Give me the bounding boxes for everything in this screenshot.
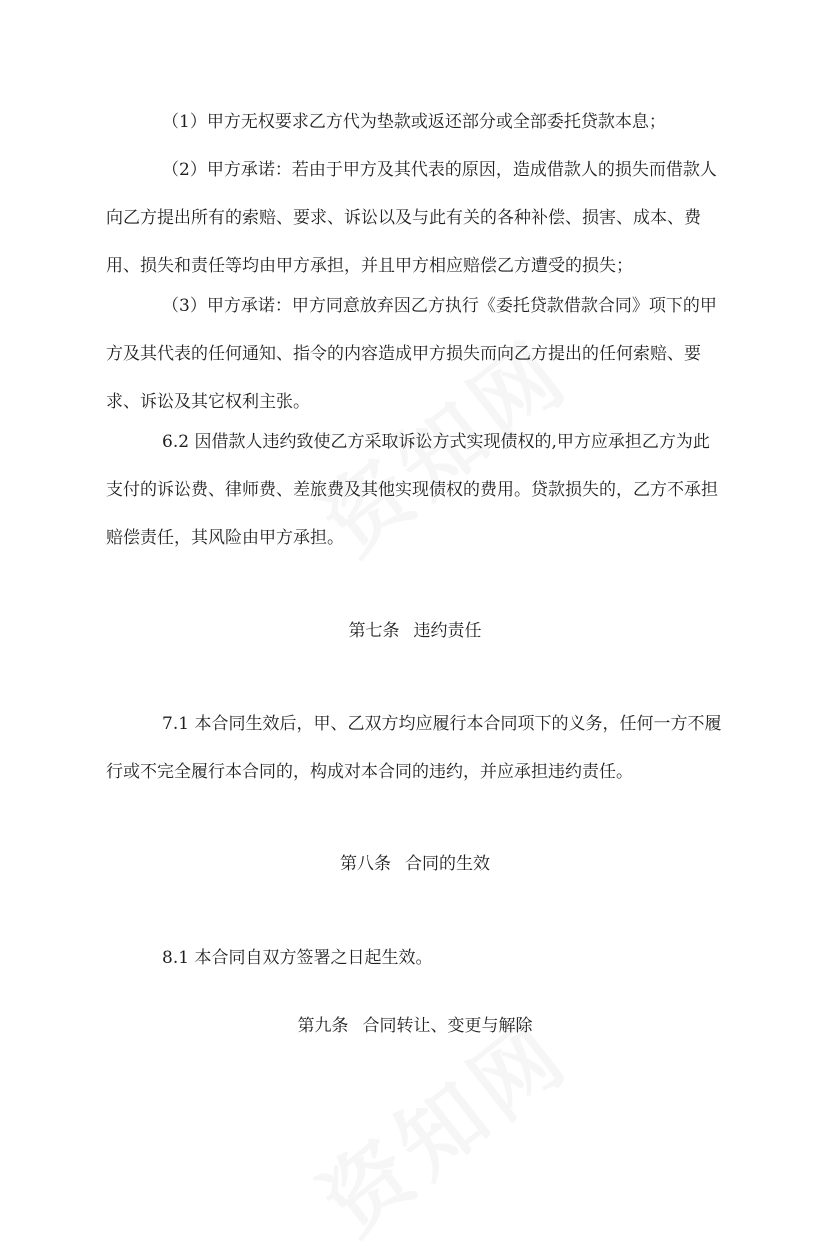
section-heading-9: [0, 1014, 830, 1038]
paragraph-clause-3: （3）甲方承诺：甲方同意放弃因乙方执行《委托贷款借款合同》项下的甲方及其代表的任何通知、指令的内容造成甲方损失而向乙方提出的任何索赔、要求、诉讼及其它权利主张。: [106, 296, 717, 412]
paragraph-clause-2: （2）甲方承诺：若由于甲方及其代表的原因，造成借款人的损失而借款人向乙方提出所有的索赔、要求、诉讼以及与此有关的各种补偿、损害、成本、费用、损失和责任等均由甲方承担，并且甲方相应赔偿乙方遭受的损失；: [106, 160, 717, 276]
section-title: 合同转让、变更与解除: [362, 1016, 533, 1036]
section-title: 违约责任: [413, 621, 482, 641]
section-title: 合同的生效: [405, 854, 490, 874]
paragraph-clause-1: （1）甲方无权要求乙方代为垫款或返还部分或全部委托贷款本息；: [162, 112, 666, 132]
section-heading-7: [0, 619, 830, 643]
paragraph-7-1: 7.1 本合同生效后，甲、乙双方均应履行本合同项下的义务，任何一方不履行或不完全履行本合同的，构成对本合同的违约，并应承担违约责任。: [106, 714, 722, 782]
paragraph-8-1: 8.1 本合同自双方签署之日起生效。: [162, 948, 433, 968]
section-number: 第八条: [340, 854, 391, 874]
section-number: 第九条: [297, 1016, 349, 1036]
section-heading-8: [0, 852, 830, 876]
section-number: 第七条: [348, 621, 400, 641]
paragraph-6-2: 6.2 因借款人违约致使乙方采取诉讼方式实现债权的,甲方应承担乙方为此支付的诉讼费、律师费、差旅费及其他实现债权的费用。贷款损失的，乙方不承担赔偿责任，其风险由甲方承担。: [106, 432, 718, 548]
